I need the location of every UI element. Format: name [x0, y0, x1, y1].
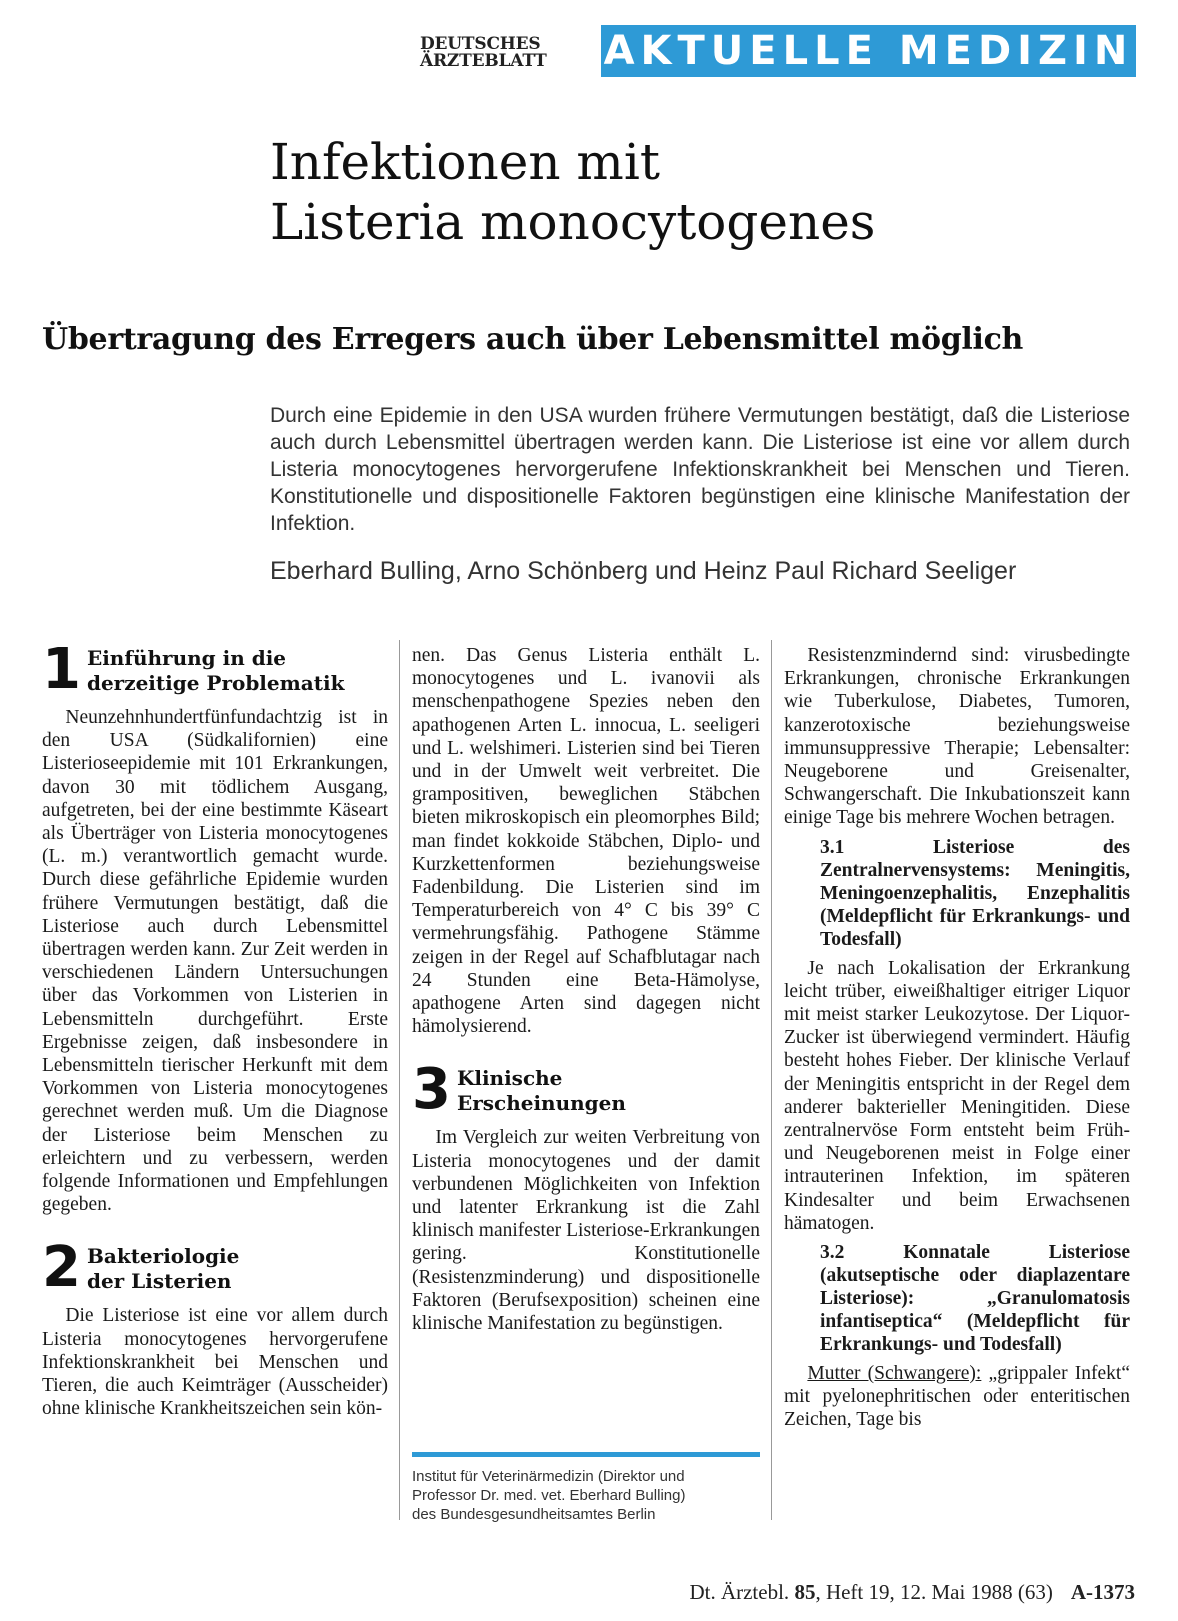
article-abstract: Durch eine Epidemie in den USA wurden frühere Vermutungen bestätigt, daß die Listeriose auch durch Lebensmittel übertragen werden kann. Die Listeriose ist eine vor allem durch Listeria monocytogenes hervorgerufene Infektionskrankheit bei Menschen und Tieren. Konstitutionelle und dispositionelle Faktoren begünstigen eine klinische Manifestation der Infektion. — [270, 404, 1130, 535]
body-paragraph: Resistenzmindernd sind: virusbedingte Erkrankungen, chronische Erkrankungen wie Tuberkulose, Diabetes, Tumoren, kanzerotoxische beziehungsweise immunsuppressive Therapie; Lebensalter: Neugeborene und Greisenalter, Schwangerschaft. Die Inkubationszeit kann einige Tage bis mehrere Wochen betragen. — [784, 645, 1130, 829]
section-title-line: Einführung in die — [86, 646, 287, 670]
body-paragraph: Neunzehnhundertfünfundachtzig ist in den USA (Südkalifornien) eine Listerioseepidemie mit 101 Erkrankungen, davon 30 mit tödlichem Ausgang, aufgetreten, bei der eine bestimmte Käseart als Überträger von Listeria monocytogenes (L. m.) verantwortlich gemacht wurde. Durch diese gefährliche Epidemie wurden frühere Vermutungen bestätigt, daß die Listeriose auch durch Lebensmittel übertragen werden kann. Zur Zeit werden in verschiedenen Ländern Untersuchungen über das Vorkommen von Listerien in Lebensmitteln durchgeführt. Erste Ergebnisse zeigen, daß insbesondere in Lebensmitteln tierischer Herkunft mit dem Vorkommen von Listeria monocytogenes gerechnet werden muß. Um die Diagnose der Listeriose beim Menschen zu erleichtern und zu verbessern, werden folgende Informationen und Empfehlungen gegeben. — [42, 707, 388, 1216]
section-title — [87, 1242, 239, 1294]
text-column-2 — [412, 644, 760, 1335]
section-number: 1 — [42, 637, 81, 702]
body-paragraph: Je nach Lokalisation der Erkrankung leicht trüber, eiweißhaltiger eitriger Liquor mit meist starker Leukozytose. Der Liquor-Zucker ist überwiegend vermindert. Häufig besteht hohes Fieber. Der klinische Verlauf der Meningitis entspricht in der Regel dem anderer bakterieller Meningitiden. Diese zentralnervöse Form entsteht beim Früh- und Neugeborenen meist in Folge einer intrauterinen Infektion, im späteren Kindesalter und beim Erwachsenen hämatogen. — [784, 957, 1130, 1234]
journal-volume: 85 — [794, 1580, 816, 1604]
section-heading-3 — [412, 1057, 760, 1123]
text-column-3 — [784, 644, 1130, 1432]
article-title-line: Listeria monocytogenes — [270, 193, 876, 251]
publication-name-line: DEUTSCHES — [420, 34, 541, 54]
article-title-line: Infektionen mit — [270, 133, 660, 191]
article-title — [270, 132, 1130, 252]
issue-date: , Heft 19, 12. Mai 1988 (63) — [815, 1580, 1053, 1604]
text-column-1 — [42, 637, 388, 1420]
subsection-heading-3-2: 3.2 Konnatale Listeriose (akutseptische oder diaplazentare Listeriose): „Granulomatosis infantiseptica“ (Meldepflicht für Erkrankungs- und Todesfall) — [820, 1242, 1130, 1356]
body-paragraph: Die Listeriose ist eine vor allem durch Listeria monocytogenes hervorgerufene Infektionskrankheit bei Menschen und Tieren, die auch Keimträger (Ausscheider) ohne klinische Krankheitszeichen sein kön- — [42, 1305, 388, 1420]
section-title-line: der Listerien — [86, 1269, 232, 1294]
section-banner: AKTUELLE MEDIZIN — [601, 25, 1136, 77]
affiliation-line: Institut für Veterinärmedizin (Direktor und — [412, 1468, 685, 1485]
section-number: 3 — [412, 1057, 451, 1123]
body-paragraph — [784, 1362, 1130, 1432]
body-paragraph: nen. Das Genus Listeria enthält L. monocytogenes und L. ivanovii als menschenpathogene Spezies neben den apathogenen Arten L. innocua, L. seeligeri und L. welshimeri. Listerien sind bei Tieren und in der Umwelt weit verbreitet. Die grampositiven, beweglichen Stäbchen bieten mikroskopisch ein pleomorphes Bild; man findet kokkoide Stäbchen, Diplo- und Kurzkettenformen beziehungsweise Fadenbildung. Die Listerien sind im Temperaturbereich von 4° C bis 39° C vermehrungsfähig. Pathogene Stämme zeigen in der Regel auf Schafblutagar nach 24 Stunden eine Beta-Hämolyse, apathogene Arten sind dagegen nicht hämolysierend. — [412, 645, 760, 1038]
section-title-line: Bakteriologie — [86, 1244, 240, 1269]
column-divider — [399, 640, 400, 1520]
section-title-line: derzeitige Problematik — [86, 671, 345, 695]
body-paragraph: Im Vergleich zur weiten Verbreitung von Listeria monocytogenes und der damit verbundenen Möglichkeiten von Infektion und latenter Erkrankung ist die Zahl klinisch manifester Listeriose-Erkrankungen gering. Konstitutionelle (Resistenzminderung) und dispositionelle Faktoren (Berufsexposition) scheinen eine klinische Manifestation zu begünstigen. — [412, 1127, 760, 1335]
section-title — [457, 1064, 626, 1116]
publication-name-line: ÄRZTEBLATT — [420, 51, 547, 71]
paragraph-text: „grippaler Infekt“ mit pyelonephritischen oder enteritischen Zeichen, Tage bis — [784, 1363, 1130, 1431]
affiliation-line: des Bundesgesundheitsamtes Berlin — [412, 1506, 656, 1523]
author-affiliation — [412, 1452, 760, 1524]
page-number: A-1373 — [1070, 1580, 1135, 1604]
section-number: 2 — [42, 1235, 81, 1301]
journal-abbrev: Dt. Ärztebl. — [689, 1580, 790, 1604]
subsection-heading-3-1: 3.1 Listeriose des Zentralnervensystems: Meningitis, Meningoenzephalitis, Enzephalitis (Meldepflicht für Erkrankungs- und Todesfall) — [820, 836, 1130, 950]
section-title — [87, 644, 344, 696]
affiliation-line: Professor Dr. med. vet. Eberhard Bulling) — [412, 1487, 686, 1504]
section-heading-2 — [42, 1235, 388, 1301]
section-title-line: Klinische — [456, 1066, 563, 1091]
paragraph-label: Mutter (Schwangere): — [807, 1363, 982, 1385]
section-title-line: Erscheinungen — [456, 1091, 626, 1116]
article-subtitle: Übertragung des Erregers auch über Lebensmittel möglich — [42, 322, 1024, 357]
publication-name — [420, 36, 590, 70]
article-authors: Eberhard Bulling, Arno Schönberg und Heinz Paul Richard Seeliger — [270, 557, 1017, 585]
column-divider — [771, 640, 772, 1520]
page-footer — [620, 1579, 1135, 1605]
section-heading-1 — [42, 637, 388, 702]
